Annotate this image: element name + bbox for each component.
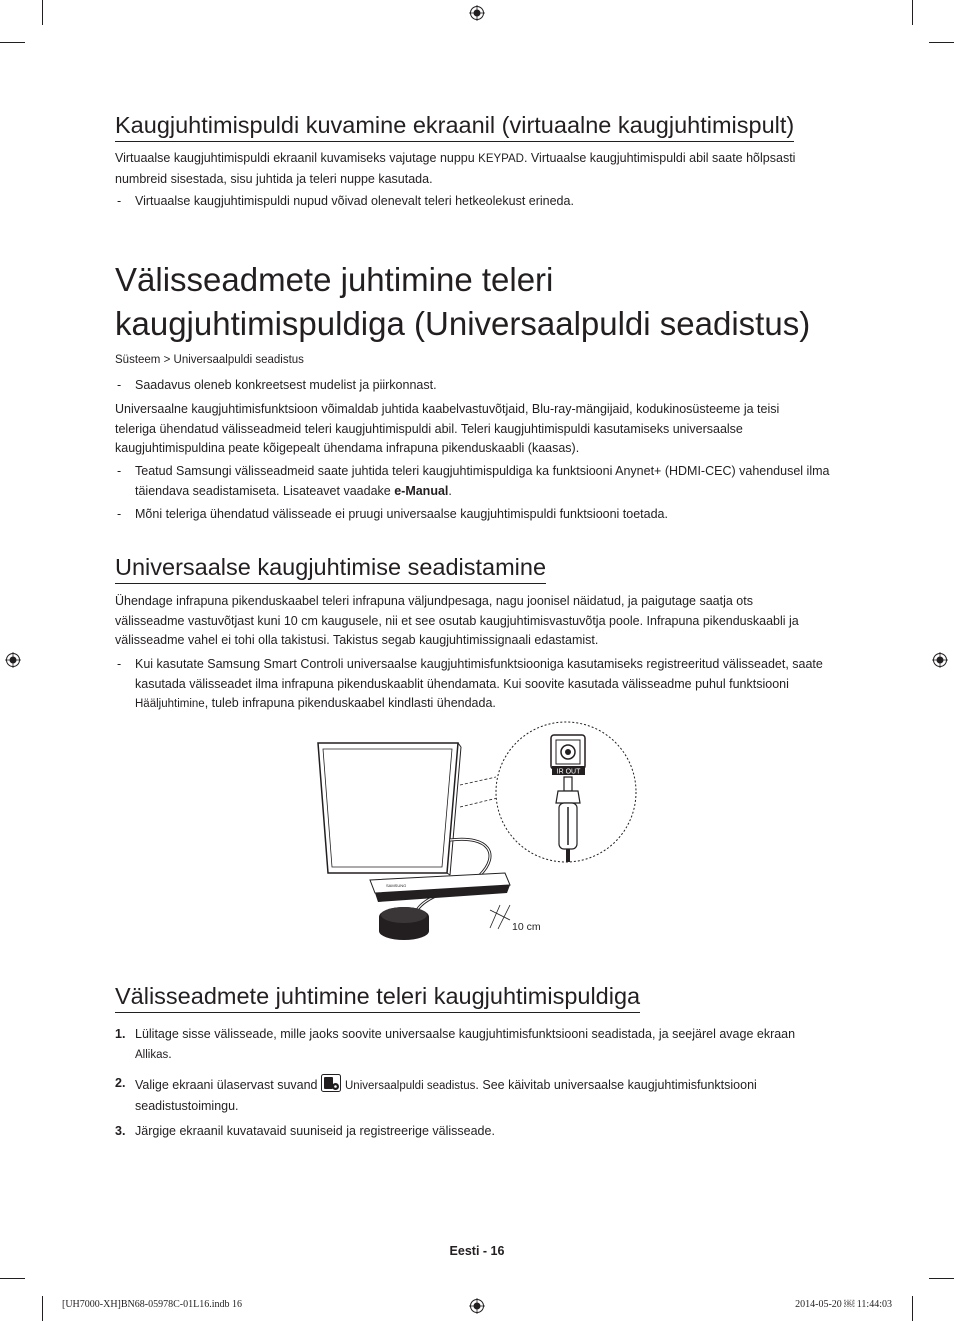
crop-mark — [42, 0, 43, 25]
crop-mark — [0, 1278, 25, 1279]
ir-out-label: IR OUT — [556, 768, 581, 776]
registration-mark-icon — [5, 652, 21, 668]
section-heading-control: Välisseadmete juhtimine teleri kaugjuhtimispuldiga — [115, 982, 640, 1013]
crop-mark — [42, 1296, 43, 1321]
page-title: Välisseadmete juhtimine teleri kaugjuhtimispuldiga (Universaalpuldi seadistus) — [115, 261, 811, 342]
registration-mark-icon — [469, 1298, 485, 1314]
page-number: Eesti - 16 — [449, 1244, 505, 1258]
emanual-link: e-Manual — [394, 483, 449, 498]
step-2: 2. Valige ekraani ülaservast suvand Universaalpuldi seadistus. See käivitab universaalse kaugjuhtimisfunktsiooni seadistustoimingu. — [115, 1076, 757, 1113]
step-1: 1. Lülitage sisse välisseade, mille jaoks soovite universaalse kaugjuhtimisfunktsiooni seadistada, ja seejärel avage ekraan Allikas. — [115, 1027, 796, 1061]
section-heading-setup: Universaalse kaugjuhtimise seadistamine — [115, 553, 546, 584]
note-smart-control: - Kui kasutate Samsung Smart Controli universaalse kaugjuhtimisfunktsiooniga kasutamiseks registreeritud välisseadet, saate kasutada välisseadet ilma infrapuna pikenduskaablit ühendamata. Kui soovite kasutada välisseadme puhul funktsiooni Hääljuhtimine, tuleb infrapuna pikenduskaabel kindlasti ühendada. — [117, 657, 823, 710]
paragraph-virtual-remote: Virtuaalse kaugjuhtimispuldi ekraanil kuvamiseks vajutage nuppu KEYPAD. Virtuaalse kaugjuhtimispuldi abil saate hõlpsasti numbreid sisestada, sisu juhtida ja teleri nuppe kasutada. — [115, 151, 796, 186]
note-virtual-remote: - Virtuaalse kaugjuhtimispuldi nupud võivad olenevalt teleri hetkeolekust erineda. — [117, 194, 574, 208]
distance-label: 10 cm — [512, 921, 541, 933]
universal-remote-setup-icon — [321, 1074, 341, 1092]
breadcrumb-item-universal-remote: Universaalpuldi seadistus — [173, 354, 304, 366]
set-top-box-illustration — [370, 873, 510, 902]
crop-mark — [912, 0, 913, 25]
voice-control-term: Hääljuhtimine — [135, 698, 205, 710]
note-support: - Mõni teleriga ühendatud välisseade ei pruugi universaalse kaugjuhtimispuldi funktsiooni toetada. — [117, 507, 668, 521]
keypad-key: KEYPAD — [478, 153, 524, 165]
ir-emitter-illustration — [379, 907, 429, 940]
breadcrumb-item-system: Süsteem — [115, 354, 161, 366]
section-heading-virtual-remote: Kaugjuhtimispuldi kuvamine ekraanil (virtuaalne kaugjuhtimispult) — [115, 111, 794, 142]
step-3: 3. Järgige ekraanil kuvatavaid suuniseid ja registreerige välisseade. — [115, 1124, 495, 1138]
file-slug: [UH7000-XH]BN68-05978C-01L16.indb 16 — [62, 1299, 242, 1310]
note-availability: - Saadavus oleneb konkreetsest mudelist ja piirkonnast. — [117, 378, 437, 392]
date-slug: 2014-05-20 ￼ 11:44:03 — [795, 1299, 892, 1310]
note-anynet: - Teatud Samsungi välisseadmeid saate juhtida teleri kaugjuhtimispuldiga ka funktsiooni Anynet+ (HDMI-CEC) vahendusel ilma täiendava seadistamiseta. Lisateavet vaadake e-Manual. — [117, 464, 830, 498]
crop-mark — [912, 1296, 913, 1321]
crop-mark — [0, 42, 25, 43]
paragraph-setup: Ühendage infrapuna pikenduskaabel teleri infrapuna väljundpesaga, nagu joonisel näidatud, ja paigutage saatja ots välisseadme vastuvõtjast kuni 10 cm kaugusele, nii et see osutab kaugjuhtimisvastuvõtja poole. Infrapuna pikenduskaabli ja välisseadme vahel ei tohi olla takistusi. Takistus segab kaugjuhtimissignaali edastamist. — [115, 594, 799, 647]
ir-cable-diagram — [300, 715, 645, 945]
registration-mark-icon — [932, 652, 948, 668]
paragraph-intro: Universaalne kaugjuhtimisfunktsioon võimaldab juhtida kaabelvastuvõtjaid, Blu-ray-mängijaid, kodukinosüsteeme ja teisi teleriga ühendatud välisseadmeid teleri kaugjuhtimispuldi abil. Teleri kaugjuhtimispuldi kasutamiseks universaalse kaugjuhtimispuldina peate kõigepealt ühendama infrapuna pikenduskaabli (kaasas). — [115, 402, 780, 455]
crop-mark — [929, 1278, 954, 1279]
breadcrumb: Süsteem > Universaalpuldi seadistus — [115, 354, 304, 366]
svg-text:SAMSUNG: SAMSUNG — [386, 883, 407, 888]
crop-mark — [929, 42, 954, 43]
registration-mark-icon — [469, 5, 485, 21]
tv-illustration — [318, 743, 461, 875]
